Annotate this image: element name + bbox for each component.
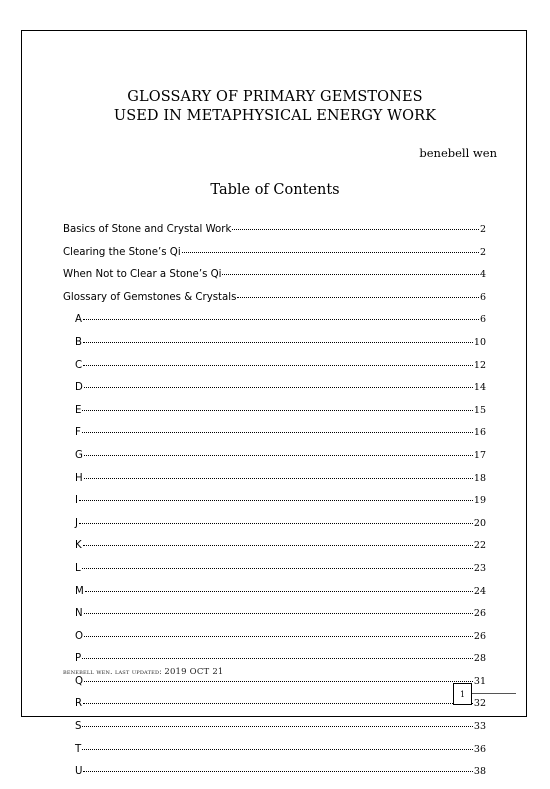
dot-leader: [84, 636, 473, 637]
toc-entry-page: 22: [473, 540, 486, 552]
dot-leader: [83, 319, 479, 320]
toc-entry-label: E: [75, 404, 82, 416]
toc-entry-n[interactable]: [63, 608, 486, 631]
toc-entry-label: Clearing the Stone’s Qi: [63, 246, 181, 258]
toc-entry-page: 17: [473, 449, 486, 461]
toc-entry-page: 23: [473, 562, 486, 574]
toc-entry-page: 24: [473, 585, 486, 597]
dot-leader: [83, 545, 473, 546]
toc-entry-label: T: [75, 743, 82, 755]
toc-entry-b[interactable]: [63, 337, 486, 360]
toc-entry-d[interactable]: [63, 382, 486, 405]
dot-leader: [82, 749, 473, 750]
toc-entry-j[interactable]: [63, 518, 486, 541]
toc-entry-page: 15: [473, 404, 486, 416]
document-title-line-2: USED IN METAPHYSICAL ENERGY WORK: [113, 108, 437, 124]
toc-entry-label: A: [75, 314, 82, 326]
toc-entry-clearing[interactable]: [63, 247, 486, 270]
toc-entry-page: 10: [473, 336, 486, 348]
toc-entry-page: 16: [473, 427, 486, 439]
dot-leader: [82, 410, 472, 411]
toc-entry-e[interactable]: [63, 405, 486, 428]
toc-entry-s[interactable]: [63, 721, 486, 744]
toc-entry-label: U: [75, 766, 83, 778]
toc-entry-label: I: [75, 495, 79, 507]
toc-entry-label: H: [75, 472, 83, 484]
toc-entry-page: 31: [473, 675, 486, 687]
toc-entry-g[interactable]: [63, 450, 486, 473]
toc-entry-page: 19: [473, 495, 486, 507]
toc-entry-page: 28: [473, 653, 486, 665]
toc-entry-label: S: [75, 721, 82, 733]
toc-entry-h[interactable]: [63, 473, 486, 496]
toc-entry-label: G: [75, 449, 83, 461]
toc-entry-label: O: [75, 630, 84, 642]
toc-entry-when-not-to-clear[interactable]: [63, 269, 486, 292]
dot-leader: [84, 478, 473, 479]
toc-entry-k[interactable]: [63, 540, 486, 563]
page-footer: [63, 667, 224, 677]
toc-entry-m[interactable]: [63, 586, 486, 609]
footer-date: 2019 OCT 21: [164, 667, 224, 677]
toc-entry-o[interactable]: [63, 631, 486, 654]
toc-entry-page: 38: [473, 766, 486, 778]
toc-entry-q[interactable]: [63, 676, 486, 699]
dot-leader: [85, 591, 473, 592]
toc-entry-page: 20: [473, 517, 486, 529]
dot-leader: [79, 500, 473, 501]
toc-entry-label: D: [75, 382, 83, 394]
toc-entry-a[interactable]: [63, 314, 486, 337]
toc-entry-page: 14: [473, 382, 486, 394]
toc-entry-page: 4: [479, 269, 486, 281]
toc-entry-page: 36: [473, 743, 486, 755]
toc-entry-label: B: [75, 336, 82, 348]
toc-entry-page: 6: [479, 291, 486, 303]
toc-entry-label: K: [75, 540, 82, 552]
page-number: 1: [453, 683, 472, 705]
dot-leader: [83, 365, 473, 366]
toc-entry-page: 26: [473, 608, 486, 620]
footer-author-label: benebell wen. last updated:: [63, 668, 162, 676]
page-number-rule: [472, 693, 516, 694]
dot-leader: [237, 297, 479, 298]
dot-leader: [79, 523, 473, 524]
toc-heading: Table of Contents: [210, 182, 340, 198]
author-name: benebell wen: [419, 146, 497, 160]
toc-entry-page: 12: [473, 359, 486, 371]
dot-leader: [82, 432, 473, 433]
dot-leader: [84, 613, 473, 614]
document-title-line-1: GLOSSARY OF PRIMARY GEMSTONES: [127, 89, 423, 105]
toc-entry-label: F: [75, 427, 81, 439]
toc-entry-label: When Not to Clear a Stone’s Qi: [63, 269, 222, 281]
toc-entry-page: 18: [473, 472, 486, 484]
toc-entry-page: 26: [473, 630, 486, 642]
toc-entry-l[interactable]: [63, 563, 486, 586]
toc-entry-r[interactable]: [63, 698, 486, 721]
toc-entry-label: R: [75, 698, 83, 710]
toc-entry-label: Q: [75, 675, 84, 687]
toc-entry-label: Glossary of Gemstones & Crystals: [63, 291, 237, 303]
toc-entry-page: 32: [473, 698, 486, 710]
toc-entry-label: Basics of Stone and Crystal Work: [63, 224, 232, 235]
toc-entry-basics[interactable]: [63, 224, 486, 247]
dot-leader: [232, 229, 479, 230]
toc-entry-label: C: [75, 359, 83, 371]
toc-entry-page: 2: [479, 224, 486, 235]
dot-leader: [222, 274, 478, 275]
toc-entry-c[interactable]: [63, 360, 486, 383]
dot-leader: [182, 252, 479, 253]
dot-leader: [84, 455, 473, 456]
dot-leader: [82, 658, 473, 659]
toc-entry-f[interactable]: [63, 427, 486, 450]
dot-leader: [83, 703, 473, 704]
toc-entry-t[interactable]: [63, 744, 486, 767]
toc-entry-label: P: [75, 653, 82, 665]
toc-entry-label: M: [75, 585, 84, 597]
dot-leader: [83, 342, 473, 343]
dot-leader: [82, 568, 473, 569]
toc-entry-page: 2: [479, 246, 486, 258]
toc-entry-page: 6: [479, 314, 486, 326]
toc-entry-label: L: [75, 562, 81, 574]
dot-leader: [84, 681, 473, 682]
toc-entry-u[interactable]: [63, 766, 486, 789]
dot-leader: [82, 726, 472, 727]
dot-leader: [84, 387, 473, 388]
toc-entry-glossary[interactable]: [63, 292, 486, 315]
toc-entry-label: J: [75, 517, 79, 529]
dot-leader: [83, 771, 472, 772]
toc-entry-page: 33: [473, 721, 486, 733]
table-of-contents: [63, 224, 486, 789]
toc-entry-label: N: [75, 608, 83, 620]
toc-entry-i[interactable]: [63, 495, 486, 518]
